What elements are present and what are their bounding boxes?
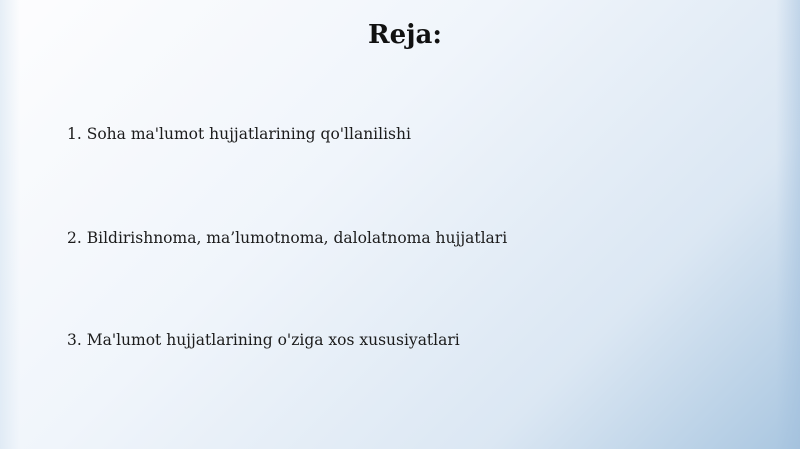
- slide-right-edge: [776, 0, 800, 449]
- plan-item-1: 1. Soha ma'lumot hujjatlarining qo'llanilishi: [67, 125, 411, 143]
- plan-item-3: 3. Ma'lumot hujjatlarining o'ziga xos xususiyatlari: [67, 331, 460, 349]
- slide-left-edge: [0, 0, 20, 449]
- plan-item-2: 2. Bildirishnoma, ma’lumotnoma, dalolatnoma hujjatlari: [67, 229, 508, 247]
- slide-title: Reja:: [367, 20, 442, 50]
